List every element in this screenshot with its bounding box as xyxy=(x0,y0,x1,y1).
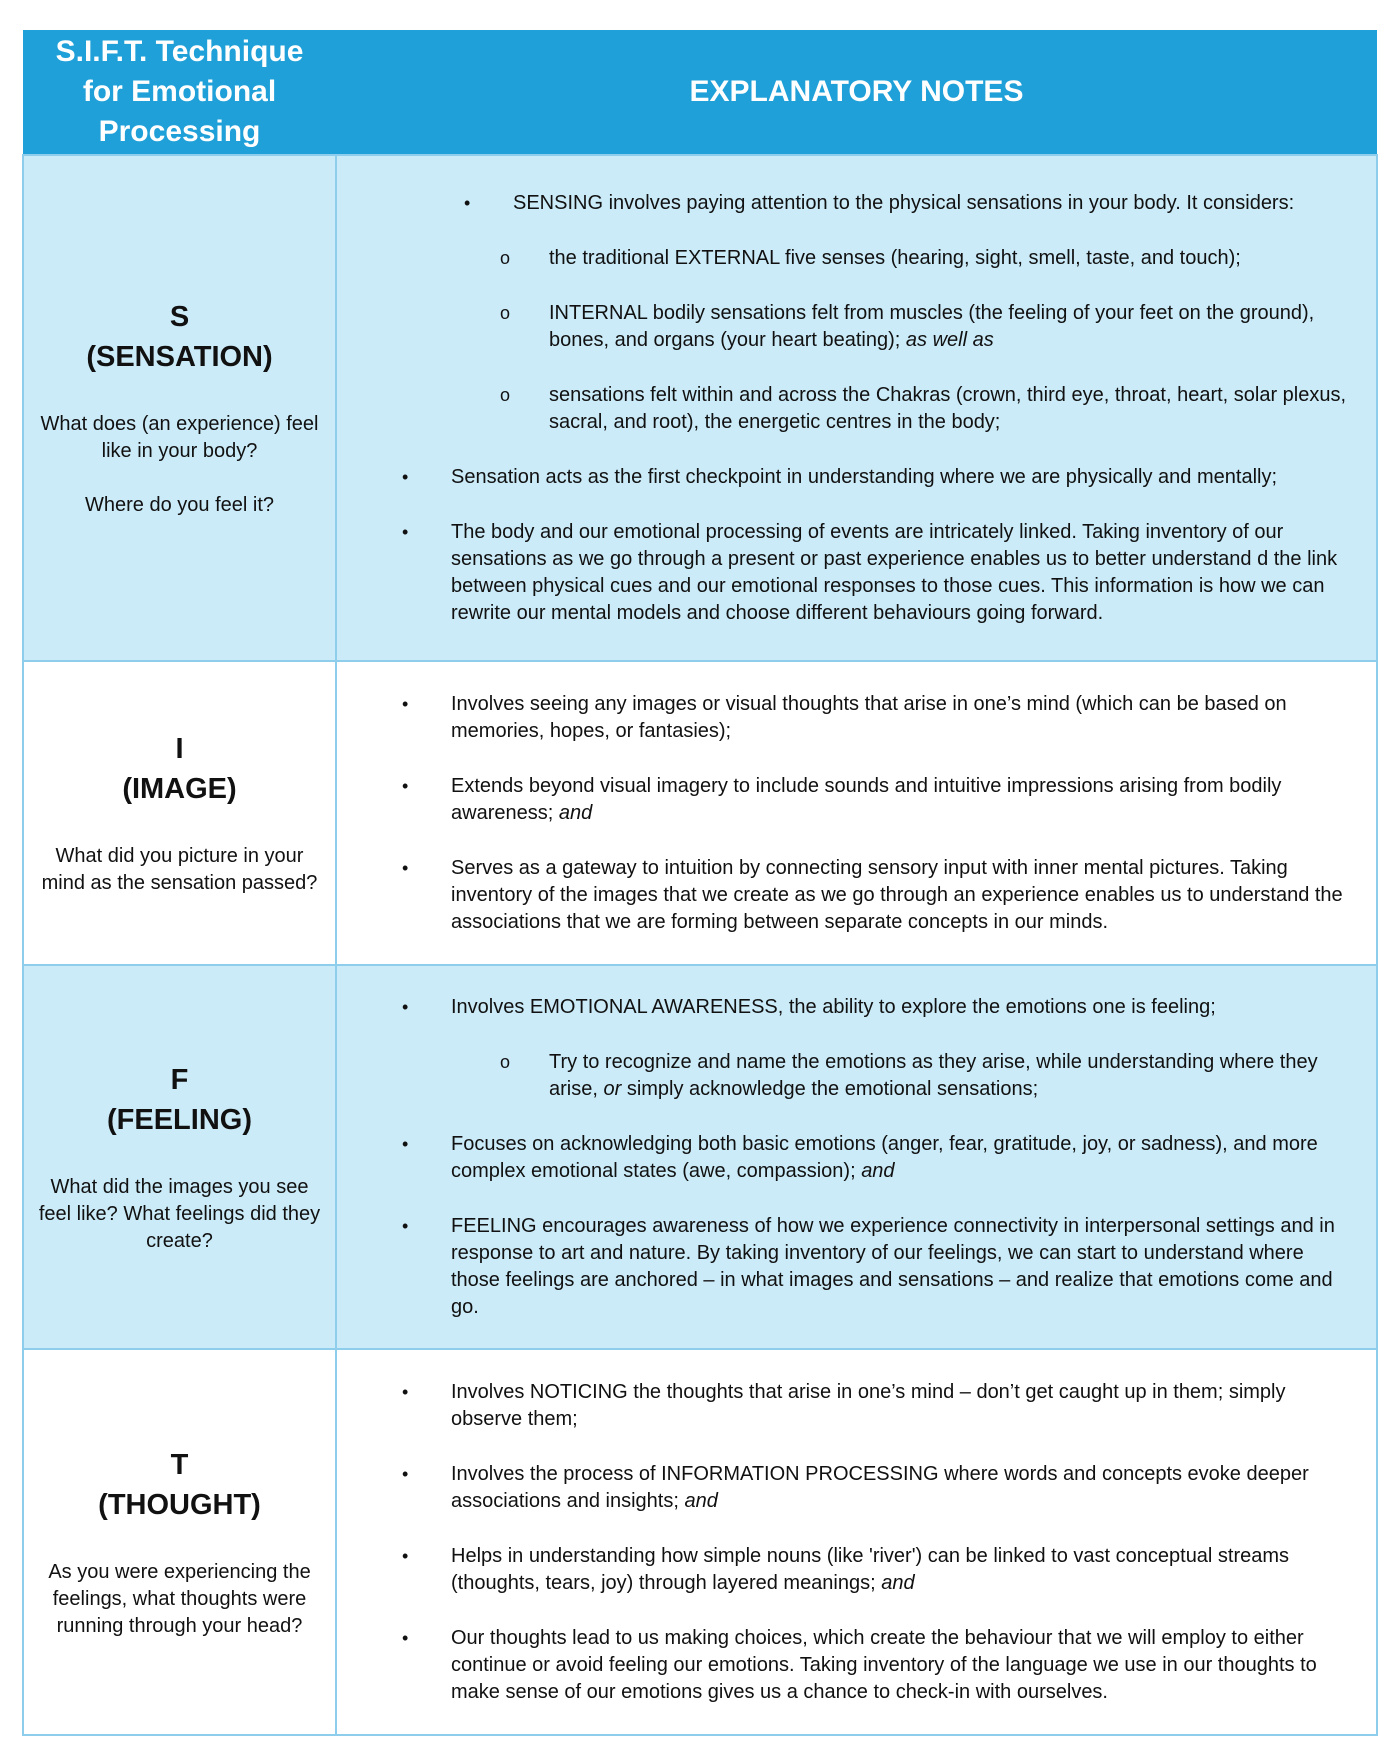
sift-table xyxy=(22,30,1378,1736)
list-item xyxy=(24,773,1358,827)
sensation-question-1: What does (an experience) feel like in your body? xyxy=(40,413,319,462)
header-explanatory-notes: EXPLANATORY NOTES xyxy=(336,30,1377,155)
row-sensation xyxy=(23,155,1377,661)
header-technique xyxy=(23,30,336,155)
list-item xyxy=(24,382,1358,436)
note-text: Involves the process of INFORMATION PROCESSING where words and concepts evoke deeper associations and insights; xyxy=(451,1462,1309,1512)
sift-table-container xyxy=(22,30,1376,1736)
header-line-3: Processing xyxy=(98,115,261,148)
bullet-icon: • xyxy=(402,1627,409,1648)
note-emphasis: and xyxy=(558,801,593,824)
bullet-icon: • xyxy=(402,1545,409,1566)
list-item xyxy=(24,1049,1358,1103)
thought-notes-cell xyxy=(336,1349,1377,1735)
note-emphasis: and xyxy=(861,1159,895,1182)
list-item xyxy=(24,1625,1358,1706)
thought-question-1: As you were experiencing the feelings, what thoughts were running through your head? xyxy=(48,1560,311,1637)
bullet-icon: • xyxy=(402,521,409,542)
bullet-icon: • xyxy=(402,1381,409,1402)
list-item xyxy=(24,1213,1358,1321)
image-letter: I xyxy=(175,733,184,765)
note-text: Serves as a gateway to intuition by connecting sensory input with inner mental pictures. Taking inventory of the images that we create as we go through an experience enables us to understand the associations that we are forming between separate concepts in our minds. xyxy=(451,856,1343,933)
row-feeling xyxy=(23,965,1377,1349)
list-item xyxy=(24,1379,1358,1433)
sub-bullet-icon: o xyxy=(500,302,511,323)
thought-name: (THOUGHT) xyxy=(98,1488,261,1521)
sensation-notes-cell xyxy=(336,155,1377,661)
bullet-icon: • xyxy=(402,1463,409,1484)
image-notes-cell xyxy=(336,661,1377,965)
note-emphasis: and xyxy=(881,1571,915,1594)
bullet-icon: • xyxy=(402,1133,409,1154)
list-item xyxy=(24,464,1358,491)
sensation-question-2: Where do you feel it? xyxy=(85,494,274,516)
feeling-letter: F xyxy=(170,1063,189,1096)
list-item xyxy=(24,245,1358,272)
note-text: simply acknowledge the emotional sensations; xyxy=(626,1077,1039,1100)
note-text: Focuses on acknowledging both basic emotions (anger, fear, gratitude, joy, or sadness), and more complex emotional states (awe, compassion); xyxy=(451,1132,1318,1182)
list-item xyxy=(24,855,1358,936)
list-item xyxy=(24,190,1358,217)
note-text: FEELING encourages awareness of how we experience connectivity in interpersonal settings and in response to art and nature. By taking inventory of our feelings, we can start to understand where those feelings are anchored – in what images and sensations – and realize that emotions come and go. xyxy=(451,1214,1335,1318)
list-item xyxy=(24,994,1358,1021)
sub-bullet-icon: o xyxy=(500,1051,511,1072)
sensation-name: (SENSATION) xyxy=(86,341,273,373)
bullet-icon: • xyxy=(402,857,409,878)
note-text: Helps in understanding how simple nouns (like 'river') can be linked to vast conceptual streams (thoughts, tears, joy) through layered meanings; xyxy=(451,1544,1290,1594)
note-text: INTERNAL bodily sensations felt from muscles (the feeling of your feet on the ground), bones, and organs (your heart beating); xyxy=(549,301,1315,351)
sub-bullet-icon: o xyxy=(500,247,511,268)
note-text: Our thoughts lead to us making choices, which create the behaviour that we will employ to either continue or avoid feeling our emotions. Taking inventory of the language we use in our thoughts to make sense of our emotions gives us a chance to check-in with ourselves. xyxy=(451,1626,1317,1703)
bullet-icon: • xyxy=(402,466,409,487)
sub-bullet-icon: o xyxy=(500,384,511,405)
note-emphasis: as well as xyxy=(905,328,994,351)
feeling-question-1: What did the images you see feel like? What feelings did they create? xyxy=(38,1175,321,1252)
bullet-icon: • xyxy=(402,693,409,714)
note-text: Involves EMOTIONAL AWARENESS, the ability to explore the emotions one is feeling; xyxy=(451,995,1216,1018)
note-text: The body and our emotional processing of events are intricately linked. Taking inventory of our sensations as we go through a present or past experience enables us to better understand d the link between physical cues and our emotional responses to those cues. This information is how we can rewrite our mental models and choose different behaviours going forward. xyxy=(451,520,1338,624)
note-text: the traditional EXTERNAL five senses (hearing, sight, smell, taste, and touch); xyxy=(549,246,1241,269)
note-text: Involves NOTICING the thoughts that arise in one’s mind – don’t get caught up in them; simply observe them; xyxy=(451,1380,1286,1430)
image-question-1: What did you picture in your mind as the sensation passed? xyxy=(41,845,318,894)
bullet-icon: • xyxy=(402,775,409,796)
note-text: SENSING involves paying attention to the physical sensations in your body. It considers: xyxy=(513,191,1295,214)
feeling-name: (FEELING) xyxy=(107,1103,252,1136)
sensation-letter: S xyxy=(169,301,190,333)
header-line-1: S.I.F.T. Technique xyxy=(55,35,304,68)
list-item xyxy=(24,1461,1358,1515)
note-text: Sensation acts as the first checkpoint in understanding where we are physically and mentally; xyxy=(451,465,1278,488)
bullet-icon: • xyxy=(402,1215,409,1236)
row-thought xyxy=(23,1349,1377,1735)
note-emphasis: and xyxy=(684,1489,718,1512)
thought-letter: T xyxy=(170,1448,189,1481)
note-text: Try to recognize and name the emotions as they arise, while understanding where they arise, xyxy=(549,1050,1318,1100)
header-line-2: for Emotional xyxy=(82,75,277,108)
list-item xyxy=(24,300,1358,354)
bullet-icon: • xyxy=(402,996,409,1017)
row-image xyxy=(23,661,1377,965)
note-text: Extends beyond visual imagery to include sounds and intuitive impressions arising from bodily awareness; xyxy=(451,774,1282,824)
image-name: (IMAGE) xyxy=(122,773,237,805)
list-item xyxy=(24,1131,1358,1185)
bullet-icon: • xyxy=(464,192,471,213)
feeling-notes-cell xyxy=(336,965,1377,1349)
note-emphasis: or xyxy=(603,1077,622,1100)
note-text: sensations felt within and across the Chakras (crown, third eye, throat, heart, solar plexus, sacral, and root), the energetic centres in the body; xyxy=(549,383,1347,433)
list-item xyxy=(24,519,1358,627)
list-item xyxy=(24,1543,1358,1597)
note-text: Involves seeing any images or visual thoughts that arise in one’s mind (which can be based on memories, hopes, or fantasies); xyxy=(451,692,1287,742)
list-item xyxy=(24,691,1358,745)
header-row xyxy=(23,30,1377,155)
